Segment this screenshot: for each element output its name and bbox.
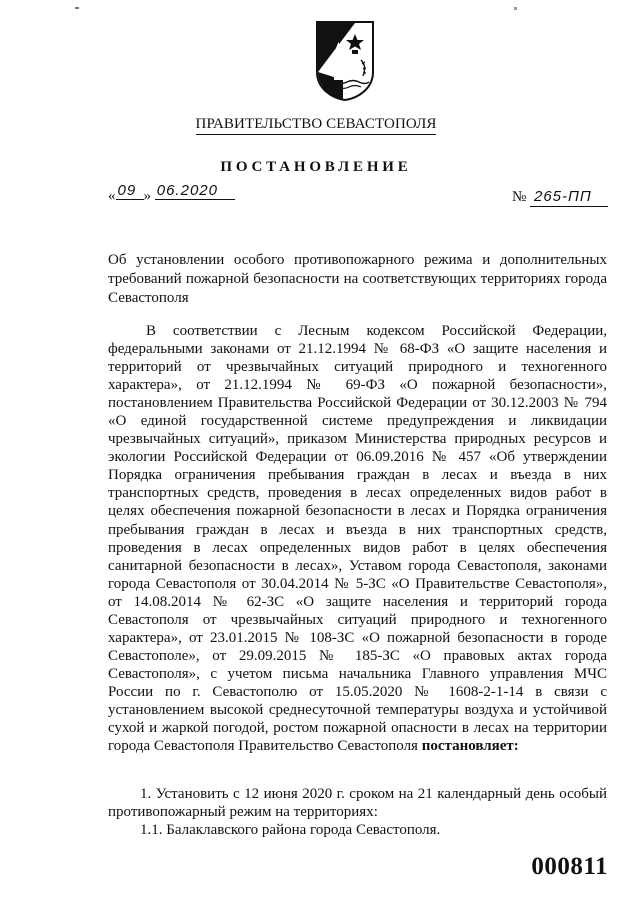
clause-1: 1. Установить с 12 июня 2020 г. сроком на 21 календарный день особый противопожарный режим на территориях: (108, 786, 607, 820)
serial-number: 000811 (531, 853, 608, 880)
number-sign: № (511, 189, 527, 205)
sevastopol-coat-of-arms-icon (315, 20, 375, 102)
decree-word: постановляет: (421, 738, 519, 755)
organization-name (0, 116, 632, 135)
scan-speck (514, 7, 517, 10)
date-day: 09 (117, 182, 137, 199)
date-month-line (155, 182, 235, 200)
preamble-text: В соответствии с Лесным кодексом Российской Федерации, федеральными законами от 21.12.1994 № 68-ФЗ «О защите населения и территорий от чрезвычайных ситуаций природного и техногенного характера», от 21.12.1994 № 69-ФЗ «О пожарной безопасности», постановлением Правительства Российской Федерации от 30.12.2003 № 794 «О единой государственной системе предупреждения и ликвидации чрезвычайных ситуаций», приказом Министерства природных ресурсов и экологии Российской Федерации от 06.09.2016 № 457 «Об утверждении Порядка ограничения пребывания граждан в лесах и въезда в них транспортных средств, проведения в лесах определенных видов работ в целях обеспечения пожарной безопасности в лесах и Порядка ограничения пребывания граждан в лесах и въезда в них транспортных средств, проведения в лесах определенных видов работ в целях обеспечения санитарной безопасности в лесах», Уставом города Севастополя, законами города Севастополя от 30.04.2014 № 5-ЗС «О Правительстве Севастополя», от 14.08.2014 № 62-ЗС «О защите населения и территорий города Севастополя от чрезвычайных ситуаций природного и техногенного характера», от 23.01.2015 № 108-ЗС «О пожарной безопасности в городе Севастополе», от 29.09.2015 № 185-ЗС «О правовых актах города Севастополя», с учетом письма начальника Главного управления МЧС России по г. Севастополю от 15.05.2020 № 1608-2-1-14 в связи с установлением высокой среднесуточной температуры воздуха и устойчивой сухой и жаркой погодой, ростом пожарной опасности в лесах на территории города Севастополя Правительство Севастополя (108, 323, 607, 755)
document-title: Об установлении особого противопожарного режима и дополнительных требований пожарной безопасности на соответствующих территориях города Севастополя (108, 252, 607, 306)
preamble-paragraph (108, 322, 607, 755)
date-day-line (116, 182, 144, 200)
date-month-year: 06.2020 (156, 182, 218, 199)
clause-1-1: 1.1. Балаклавского района города Севастополя. (140, 822, 441, 838)
organization-name-text: ПРАВИТЕЛЬСТВО СЕВАСТОПОЛЯ (196, 116, 437, 135)
date-number-row (108, 182, 608, 212)
date-open-quote: « (108, 188, 116, 204)
scan-speck (75, 7, 79, 9)
document-type: ПОСТАНОВЛЕНИЕ (220, 159, 412, 175)
document-number (512, 188, 608, 207)
document-date (108, 182, 235, 205)
number-line (530, 188, 608, 207)
date-close-quote: » (143, 188, 151, 204)
number-value: 265-ПП (534, 188, 592, 205)
